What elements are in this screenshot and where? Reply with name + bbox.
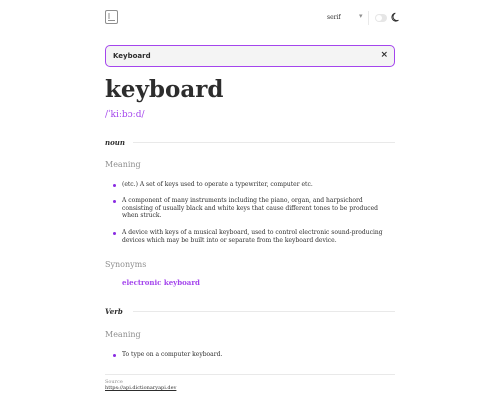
bullet-icon: [113, 354, 116, 357]
phonetic-text: /ˈkiːbɔːd/: [105, 110, 145, 120]
noun-divider: [133, 142, 395, 143]
clear-icon[interactable]: ×: [380, 50, 388, 60]
moon-icon: [391, 12, 401, 23]
bullet-icon: [113, 232, 116, 235]
part-of-speech-verb: Verb: [105, 307, 123, 316]
definition-item: A component of many instruments including the piano, organ, and harpsichord consisting of usually black and white keys that cause different tones to be produced when struck.: [122, 197, 379, 219]
font-select[interactable]: serif: [327, 14, 341, 21]
definition-item: (etc.) A set of keys used to operate a typewriter, computer etc.: [122, 181, 313, 188]
verb-divider: [133, 311, 395, 312]
search-input[interactable]: [113, 49, 373, 63]
theme-toggle[interactable]: [375, 14, 387, 22]
app-header: [105, 10, 395, 28]
source-divider: [105, 374, 395, 375]
search-bar: [105, 45, 395, 67]
noun-meaning-heading: Meaning: [105, 160, 141, 169]
toggle-knob: [376, 15, 382, 21]
source-label: Source: [105, 379, 123, 385]
word-title: keyboard: [105, 76, 224, 103]
part-of-speech-noun: noun: [105, 138, 125, 147]
synonyms-heading: Synonyms: [105, 260, 147, 269]
definition-item: To type on a computer keyboard.: [122, 351, 223, 358]
definition-item: A device with keys of a musical keyboard, used to control electronic sound-producing devices which may be built into or separate from the keyboard device.: [122, 229, 383, 244]
verb-meaning-heading: Meaning: [105, 330, 141, 339]
book-logo-icon: [105, 10, 118, 24]
chevron-down-icon[interactable]: ▾: [359, 12, 363, 20]
source-link[interactable]: https://api.dictionaryapi.dev: [105, 385, 177, 391]
bullet-icon: [113, 200, 116, 203]
synonym-link[interactable]: electronic keyboard: [122, 278, 200, 287]
header-divider: [368, 11, 369, 25]
bullet-icon: [113, 184, 116, 187]
